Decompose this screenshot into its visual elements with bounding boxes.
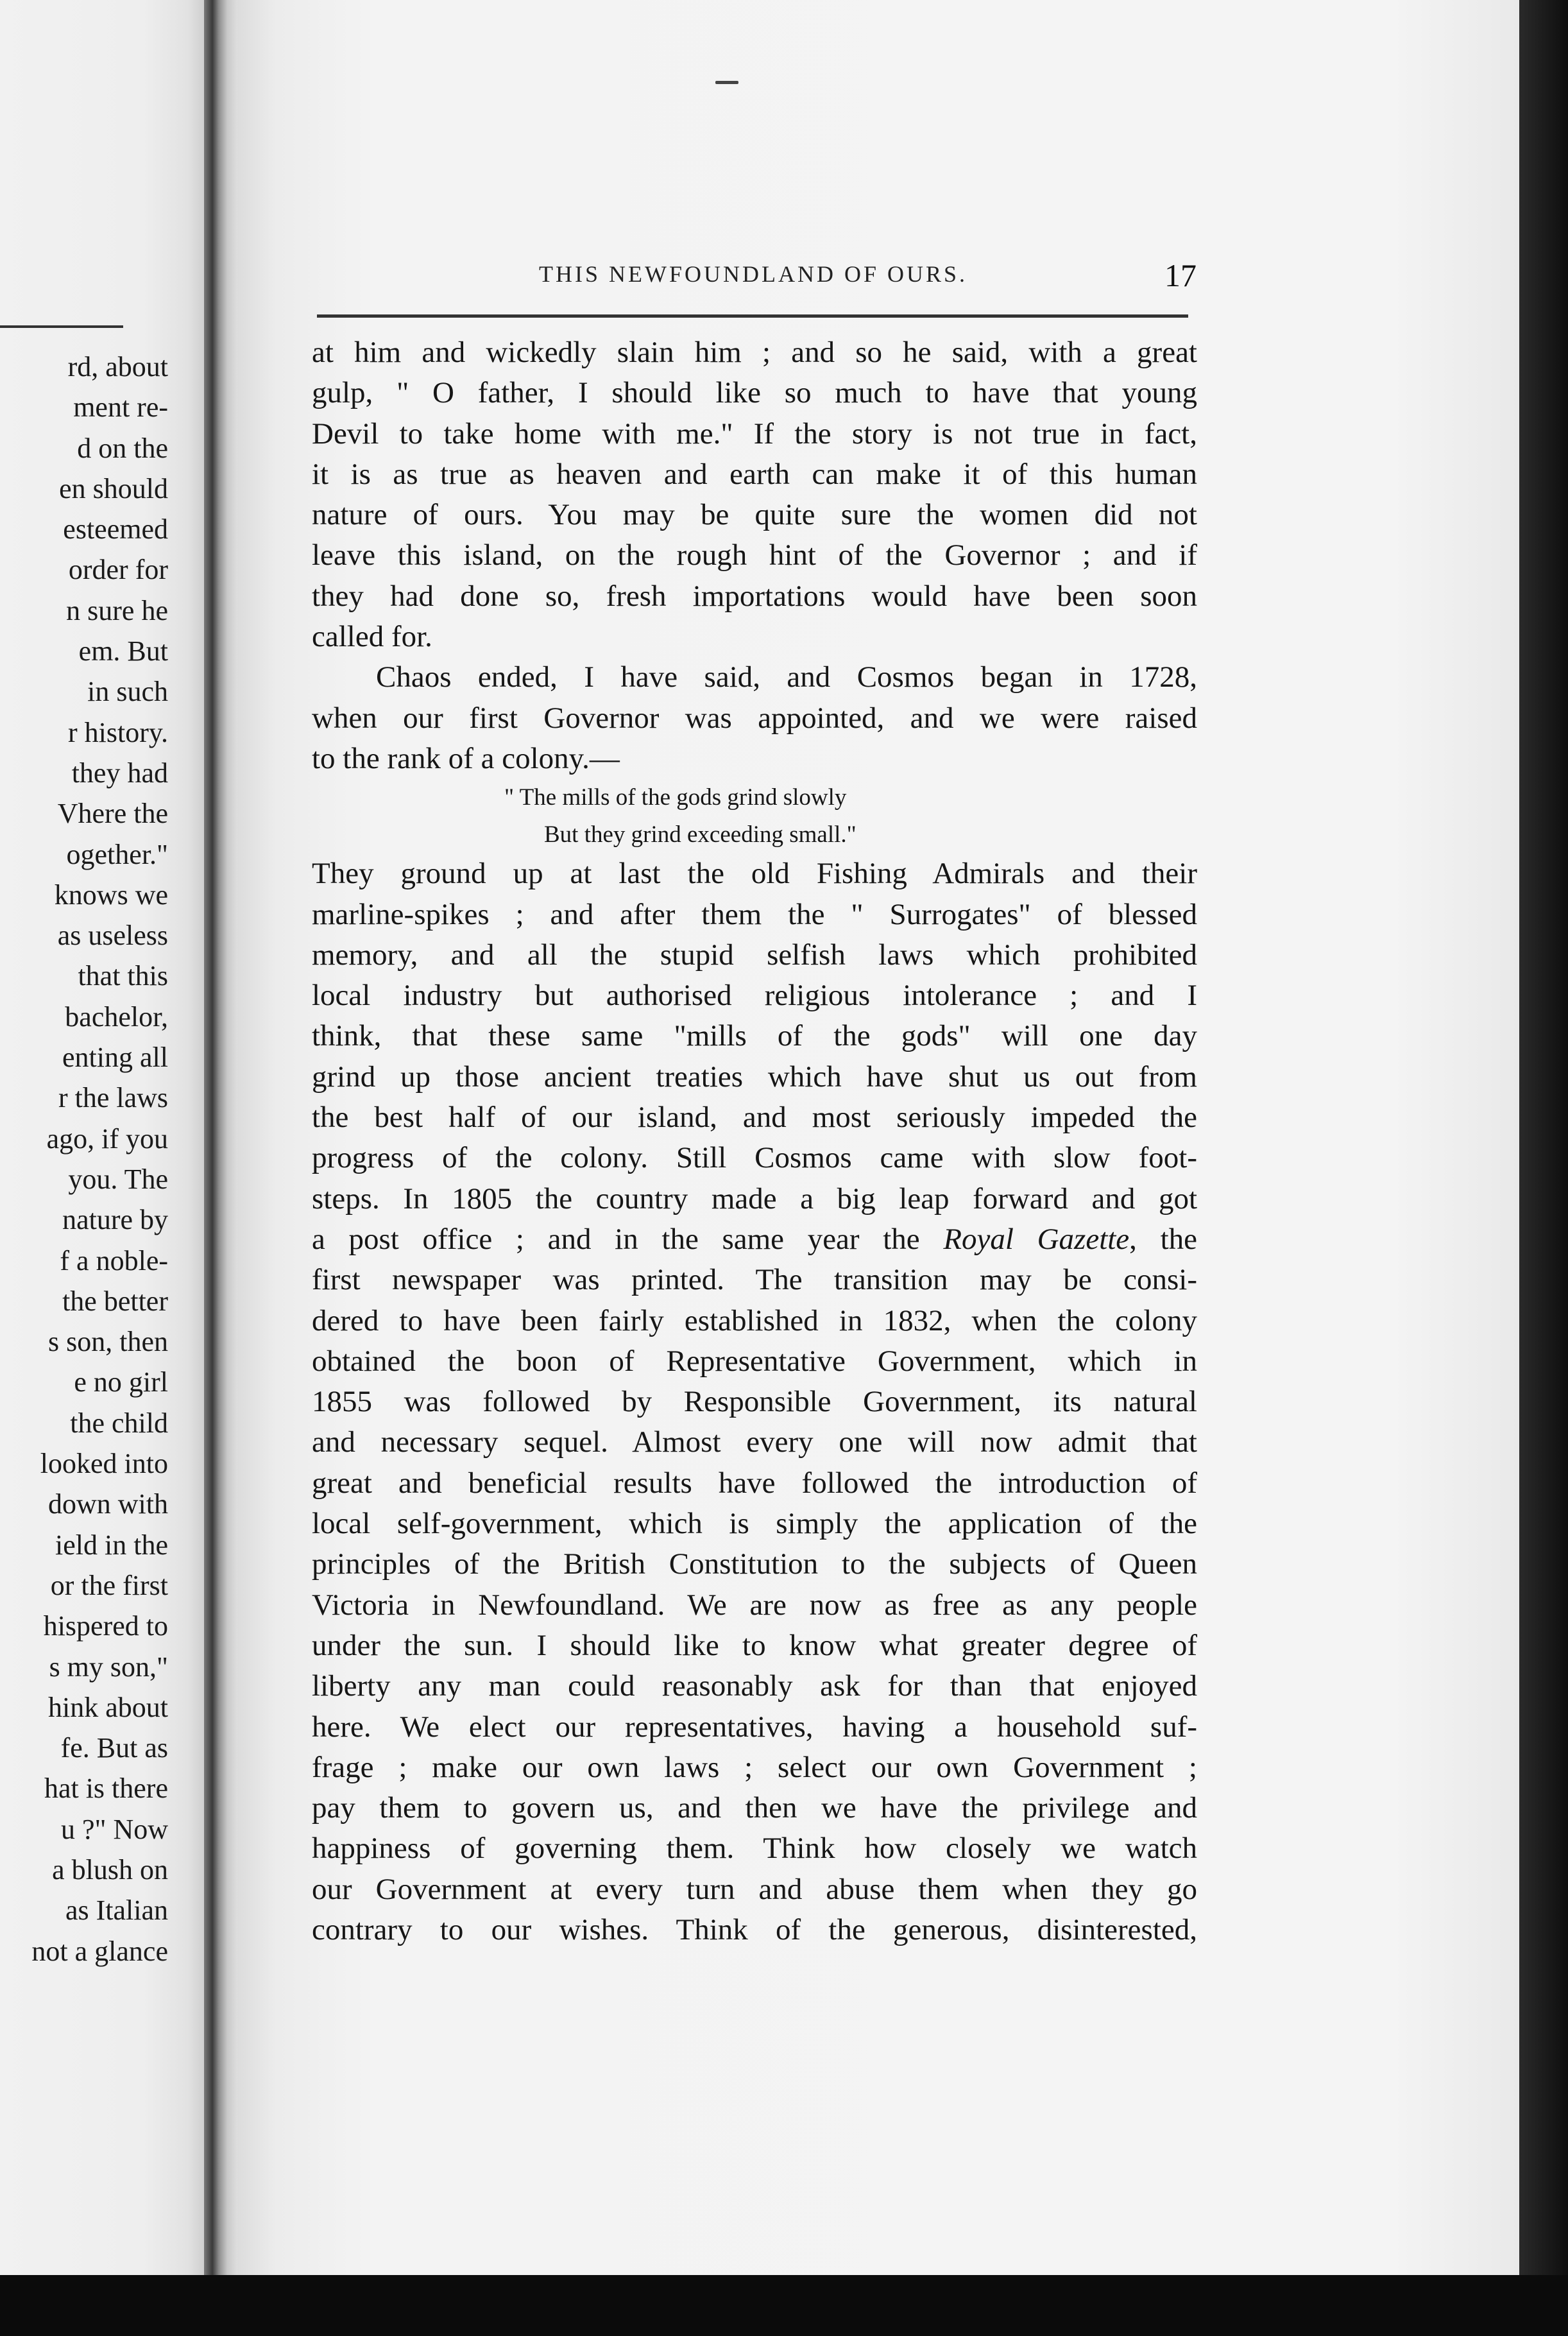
text-line: f a noble-	[60, 1244, 168, 1276]
text-line: s son, then	[48, 1326, 168, 1358]
quotation-line: " The mills of the gods grind slowly	[504, 784, 847, 811]
facing-page-head-rule	[0, 325, 123, 328]
quotation-line: But they grind exceeding small."	[544, 821, 856, 848]
text-line: enting all	[62, 1042, 168, 1074]
text-line: steps. In 1805 the country made a big leap forward and got	[312, 1181, 1197, 1215]
text-line: first newspaper was printed. The transition may be consi-	[312, 1263, 1197, 1297]
text-line: Victoria in Newfoundland. We are now as free as any people	[312, 1588, 1197, 1622]
text-line: hispered to	[43, 1610, 168, 1642]
text-line: under the sun. I should like to know what greater degree of	[312, 1628, 1197, 1662]
text-line: a blush on	[52, 1853, 168, 1885]
text-line: Vhere the	[57, 798, 168, 830]
text-line: called for.	[312, 620, 432, 654]
text-line: leave this island, on the rough hint of the Governor ; and if	[312, 538, 1197, 572]
text-line: frage ; make our own laws ; select our own Government ;	[312, 1750, 1197, 1784]
text-line	[312, 1219, 1197, 1260]
text-line: r the laws	[58, 1082, 168, 1114]
text-line: in such	[87, 676, 168, 708]
text-line: n sure he	[66, 594, 168, 626]
text-line: dered to have been fairly established in 1832, when the colony	[312, 1303, 1197, 1337]
text-line: order for	[68, 554, 168, 586]
text-line: memory, and all the stupid selfish laws which prohibited	[312, 938, 1197, 972]
facing-page-left	[0, 0, 204, 2275]
text-line: obtained the boon of Representative Government, which in	[312, 1344, 1197, 1378]
page-edge-shadow	[1519, 0, 1568, 2275]
text-line: u ?" Now	[60, 1813, 168, 1845]
text-line: it is as true as heaven and earth can make it of this human	[312, 457, 1197, 491]
text-line: en should	[59, 472, 168, 504]
text-line: as Italian	[65, 1894, 168, 1927]
page-number: 17	[1164, 257, 1197, 293]
text-line: hat is there	[44, 1773, 168, 1805]
text-line: r history.	[67, 716, 168, 748]
text-line: marline-spikes ; and after them the " Surrogates" of blessed	[312, 897, 1197, 931]
text-line: the child	[70, 1407, 168, 1439]
text-line: local industry but authorised religious intolerance ; and I	[312, 979, 1197, 1013]
text-line: s my son,"	[49, 1651, 168, 1683]
text-line: our Government at every turn and abuse them when they go	[312, 1872, 1197, 1906]
text-line: 1855 was followed by Responsible Government, its natural	[312, 1385, 1197, 1419]
text-line: bachelor,	[65, 1001, 168, 1033]
text-line: or the first	[50, 1569, 168, 1601]
text-line: progress of the colony. Still Cosmos came with slow foot-	[312, 1141, 1197, 1175]
newspaper-title: Royal Gazette	[943, 1222, 1130, 1256]
text-line: nature by	[62, 1204, 168, 1236]
text-line: happiness of governing them. Think how closely we watch	[312, 1832, 1197, 1866]
text-line: pay them to govern us, and then we have the privilege and	[312, 1791, 1197, 1825]
text-line: the best half of our island, and most seriously impeded the	[312, 1101, 1197, 1135]
header-rule	[317, 314, 1188, 318]
text-line: gulp, " O father, I should like so much to have that young	[312, 376, 1197, 410]
text-line: down with	[48, 1488, 168, 1520]
facing-page-text	[0, 347, 168, 1971]
text-line: rd, about	[67, 351, 168, 382]
text-line: contrary to our wishes. Think of the generous, disinterested,	[312, 1912, 1197, 1946]
text-line: esteemed	[63, 513, 168, 545]
text-segment: , the	[1129, 1222, 1198, 1256]
text-line: hink about	[48, 1691, 168, 1723]
text-segment: a post office ; and in the same year the	[312, 1222, 944, 1256]
text-line: ment re-	[73, 391, 168, 424]
text-line: They ground up at last the old Fishing Admirals and their	[312, 857, 1197, 891]
text-line: they had	[71, 757, 168, 789]
text-line: knows we	[54, 879, 168, 911]
text-line: local self-government, which is simply the application of the	[312, 1507, 1197, 1541]
text-line: that this	[78, 960, 168, 992]
text-line: you. The	[68, 1163, 168, 1195]
text-line: Devil to take home with me." If the story is not true in fact,	[312, 417, 1197, 451]
scan-bottom-border	[0, 2275, 1568, 2336]
text-line: e no girl	[74, 1366, 168, 1398]
text-line: they had done so, fresh importations would have been soon	[312, 579, 1197, 613]
text-line: ogether."	[66, 838, 168, 870]
text-line: principles of the British Constitution to the subjects of Queen	[312, 1547, 1197, 1581]
print-mark	[715, 81, 738, 84]
page-body-text	[312, 332, 1197, 1950]
text-line: ago, if you	[46, 1122, 168, 1155]
text-line: at him and wickedly slain him ; and so he said, with a great	[312, 336, 1197, 369]
text-line: em. But	[78, 635, 168, 667]
text-line: ield in the	[55, 1529, 168, 1561]
text-line: and necessary sequel. Almost every one will now admit that	[312, 1425, 1197, 1459]
text-line: grind up those ancient treaties which have shut us out from	[312, 1060, 1197, 1094]
text-line: looked into	[40, 1448, 168, 1480]
text-line: fe. But as	[60, 1732, 168, 1764]
text-line: the better	[62, 1285, 168, 1317]
text-line: think, that these same "mills of the gods" will one day	[312, 1019, 1197, 1053]
text-line: to the rank of a colony.—	[312, 741, 620, 775]
book-gutter	[204, 0, 237, 2275]
text-line: not a glance	[31, 1935, 168, 1967]
text-line: Chaos ended, I have said, and Cosmos began in 1728,	[376, 660, 1197, 694]
text-line: here. We elect our representatives, having a household suf-	[312, 1710, 1197, 1744]
text-line: d on the	[77, 432, 168, 464]
running-head: THIS NEWFOUNDLAND OF OURS.	[539, 261, 968, 287]
text-line: liberty any man could reasonably ask for than that enjoyed	[312, 1669, 1197, 1703]
text-line: when our first Governor was appointed, and we were raised	[312, 701, 1197, 735]
text-line: as useless	[57, 920, 168, 952]
text-line: great and beneficial results have followed the introduction of	[312, 1466, 1197, 1500]
text-line: nature of ours. You may be quite sure the women did not	[312, 498, 1197, 532]
